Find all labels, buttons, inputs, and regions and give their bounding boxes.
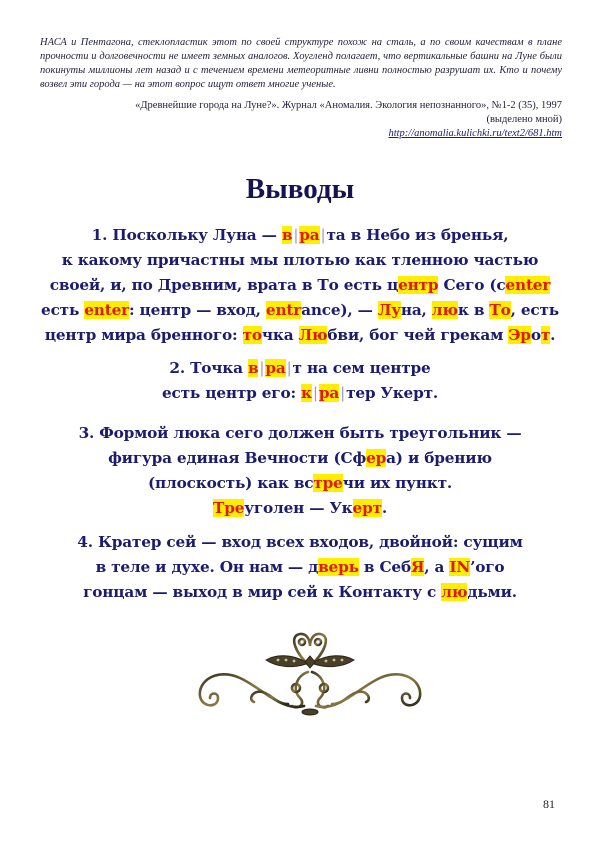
syllable-divider: |: [340, 384, 346, 402]
highlighted-fragment: ентр: [398, 276, 439, 294]
highlighted-fragment: entr: [265, 301, 302, 319]
text-fragment: т на сем центре: [292, 359, 431, 377]
page-title: Выводы: [245, 173, 355, 205]
text-fragment: 4. Кратер сей — вход всех входов, двойной: сущим: [77, 533, 523, 551]
conclusion-line: [0, 356, 600, 381]
highlighted-fragment: в: [281, 226, 293, 244]
highlighted-fragment: к: [301, 384, 312, 402]
conclusion-line: [0, 381, 600, 406]
text-fragment: центр мира бренного:: [44, 326, 243, 344]
text-fragment: чка: [261, 326, 299, 344]
highlighted-fragment: ра: [299, 226, 320, 244]
conclusion-line: [0, 446, 600, 471]
syllable-divider: |: [286, 359, 292, 377]
highlighted-fragment: в: [247, 359, 259, 377]
highlighted-fragment: Эр: [508, 326, 531, 344]
conclusion-line: [0, 223, 600, 248]
highlighted-fragment: enter: [84, 301, 129, 319]
highlighted-fragment: ра: [318, 384, 340, 402]
highlighted-fragment: То: [489, 301, 511, 319]
text-fragment: о: [530, 326, 541, 344]
highlighted-fragment: Лу: [377, 301, 401, 319]
highlighted-fragment: Лю: [298, 326, 328, 344]
text-fragment: тер Укерт.: [346, 384, 438, 402]
highlighted-fragment: IN: [449, 558, 471, 576]
text-fragment: , а: [424, 558, 450, 576]
text-fragment: ance), —: [301, 301, 378, 319]
highlighted-fragment: верь: [318, 558, 359, 576]
highlighted-fragment: ерт: [352, 499, 382, 517]
text-fragment: в теле и духе. Он нам — д: [95, 558, 319, 576]
conclusion-1: [0, 223, 600, 348]
conclusion-line: [0, 530, 600, 555]
text-fragment: .: [381, 499, 387, 517]
source-note: (выделено мной): [486, 114, 562, 125]
source-citation: «Древнейшие города на Луне?». Журнал «Аномалия. Экология непознанного», №1-2 (35), 1997: [135, 100, 562, 111]
text-fragment: : центр — вход,: [128, 301, 266, 319]
text-fragment: есть центр его:: [162, 384, 302, 402]
text-fragment: .: [550, 326, 556, 344]
text-fragment: Сего (с: [438, 276, 506, 294]
conclusion-line: [0, 248, 600, 273]
highlighted-fragment: тре: [313, 474, 343, 492]
highlighted-fragment: Тре: [213, 499, 245, 517]
syllable-divider: |: [312, 384, 318, 402]
syllable-divider: |: [293, 226, 299, 244]
conclusion-2: [0, 356, 600, 406]
highlighted-fragment: т: [540, 326, 551, 344]
filigree-ornament-icon: [192, 628, 428, 716]
highlighted-fragment: ра: [265, 359, 286, 377]
text-fragment: есть: [41, 301, 85, 319]
conclusion-line: [0, 496, 600, 521]
highlighted-fragment: то: [242, 326, 262, 344]
text-fragment: уголен — Ук: [244, 499, 353, 517]
conclusion-line: [0, 323, 600, 348]
highlighted-fragment: Я: [410, 558, 425, 576]
text-fragment: 2. Точка: [169, 359, 248, 377]
conclusion-line: [0, 555, 600, 580]
text-fragment: ’ого: [470, 558, 505, 576]
text-fragment: а) и брению: [386, 449, 492, 467]
text-fragment: (плоскость) как вс: [147, 474, 314, 492]
text-fragment: 3. Формой люка сего должен быть треугольник —: [78, 424, 522, 442]
source-link[interactable]: http://anomalia.kulichki.ru/text2/681.htm: [388, 128, 562, 139]
text-fragment: к какому причастны мы плотью как тленною частью: [61, 251, 539, 269]
syllable-divider: |: [320, 226, 326, 244]
conclusion-line: [0, 273, 600, 298]
conclusion-line: [0, 421, 600, 446]
text-fragment: гонцам — выход в мир сей к Контакту с: [83, 583, 442, 601]
conclusion-line: [0, 471, 600, 496]
text-fragment: чи их пункт.: [342, 474, 452, 492]
text-fragment: бви, бог чей грекам: [327, 326, 509, 344]
conclusion-line: [0, 298, 600, 323]
conclusion-line: [0, 580, 600, 605]
text-fragment: фигура единая Вечности (Сф: [108, 449, 367, 467]
highlighted-fragment: ер: [366, 449, 387, 467]
source-block: [62, 99, 562, 141]
text-fragment: своей, и, по Древним, врата в То есть ц: [49, 276, 399, 294]
quote-paragraph: НАСА и Пентагона, стеклопластик этот по своей структуре похож на сталь, а по своим качествам в плане прочности и долговечности не имеет земных аналогов. Хоугленд полагает, что вертикальные башни на Луне были покинуты миллионы лет назад и с течением времени метеоритные ливни полностью разрушат их. Кто и почему возвел эти города — на этот вопрос ищут ответ многие ученые.: [40, 37, 562, 90]
text-fragment: в Себ: [358, 558, 411, 576]
text-fragment: , есть: [510, 301, 559, 319]
highlighted-fragment: лю: [441, 583, 468, 601]
highlighted-fragment: лю: [431, 301, 458, 319]
text-fragment: дьми.: [467, 583, 517, 601]
syllable-divider: |: [259, 359, 265, 377]
text-fragment: на,: [400, 301, 432, 319]
text-fragment: та в Небо из бренья,: [326, 226, 509, 244]
highlighted-fragment: enter: [505, 276, 551, 294]
text-fragment: 1. Поскольку Луна —: [91, 226, 282, 244]
page-number: 81: [543, 797, 555, 811]
text-fragment: к в: [457, 301, 490, 319]
conclusion-3: [0, 421, 600, 521]
conclusion-4: [0, 530, 600, 605]
